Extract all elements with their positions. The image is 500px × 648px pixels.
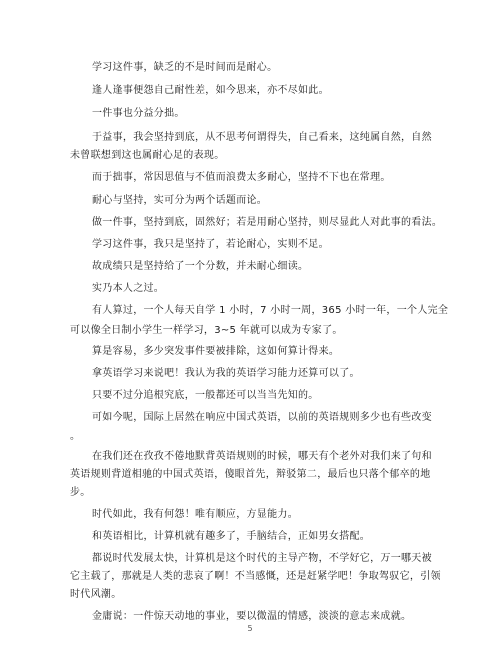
paragraph-line: 只要不过分追根究底，一般都还可以当当先知的。 [92, 390, 319, 401]
paragraph-line: 金庸说：一件惊天动地的事业，要以微温的情感，淡淡的意志来成就。 [92, 611, 412, 622]
paragraph-line: 在我们还在孜孜不倦地默背英语规则的时候，哪天有个老外对我们来了句和 [92, 451, 432, 462]
paragraph-line: 有人算过，一个人每天自学 1 小时，7 小时一周，365 小时一年，一个人完全 [92, 305, 449, 316]
paragraph-line: 都说时代发展太快，计算机是这个时代的主导产物，不学好它，万一哪天被 [92, 553, 432, 564]
paragraph-line: 可以像全日制小学生一样学习，3~5 年就可以成为专家了。 [70, 325, 343, 336]
page-number: 5 [247, 624, 253, 633]
paragraph-line: 未曾联想到这也属耐心足的表现。 [70, 150, 225, 161]
paragraph-line: 而于拙事，常因思值与不值而浪费太多耐心，坚持不下也在常理。 [92, 172, 391, 183]
paragraph-line: 学习这件事，缺乏的不是时间而是耐心。 [92, 62, 278, 73]
paragraph-line: 可如今呢，国际上居然在响应中国式英语，以前的英语规则多少也有些改变 [92, 412, 432, 423]
paragraph-line: 学习这件事，我只是坚持了，若论耐心，实则不足。 [92, 239, 329, 250]
paragraph-line: 逢人逢事便怨自己耐性差，如今思来，亦不尽如此。 [92, 85, 329, 96]
paragraph-line: 算是容易，多少突发事件要被排除，这如何算计得来。 [92, 346, 340, 357]
paragraph-line: 一件事也分益分拙。 [92, 108, 185, 119]
paragraph-line: 步。 [70, 487, 91, 498]
paragraph-line: 于益事，我会坚持到底，从不思考何谓得失，自己看来，这纯属自然，自然 [92, 132, 432, 143]
paragraph-line: 和英语相比，计算机就有趣多了，手脑结合，正如男女搭配。 [92, 531, 371, 542]
paragraph-line: 。 [70, 431, 81, 442]
paragraph-line: 时代如此，我有何怨！唯有顺应，方显能力。 [92, 509, 298, 520]
paragraph-line: 做一件事，坚持到底，固然好；若是用耐心坚持，则尽显此人对此事的看法。 [92, 217, 443, 228]
paragraph-line: 时代风潮。 [70, 589, 122, 600]
paragraph-line: 实乃本人之过。 [92, 283, 165, 294]
paragraph-line: 英语规则背道相驰的中国式英语，傻眼首先，辩驳第二，最后也只落个郁卒的地 [70, 469, 431, 480]
paragraph-line: 耐心与坚持，实可分为两个话题而论。 [92, 195, 268, 206]
paragraph-line: 拿英语学习来说吧！我认为我的英语学习能力还算可以了。 [92, 368, 360, 379]
paragraph-line: 它主载了，那就是人类的悲哀了啊！不当感慨，还是赶紧学吧！争取驾驭它，引领 [70, 571, 441, 582]
paragraph-line: 故成绩只是坚持给了一个分数，并未耐心细读。 [92, 261, 309, 272]
